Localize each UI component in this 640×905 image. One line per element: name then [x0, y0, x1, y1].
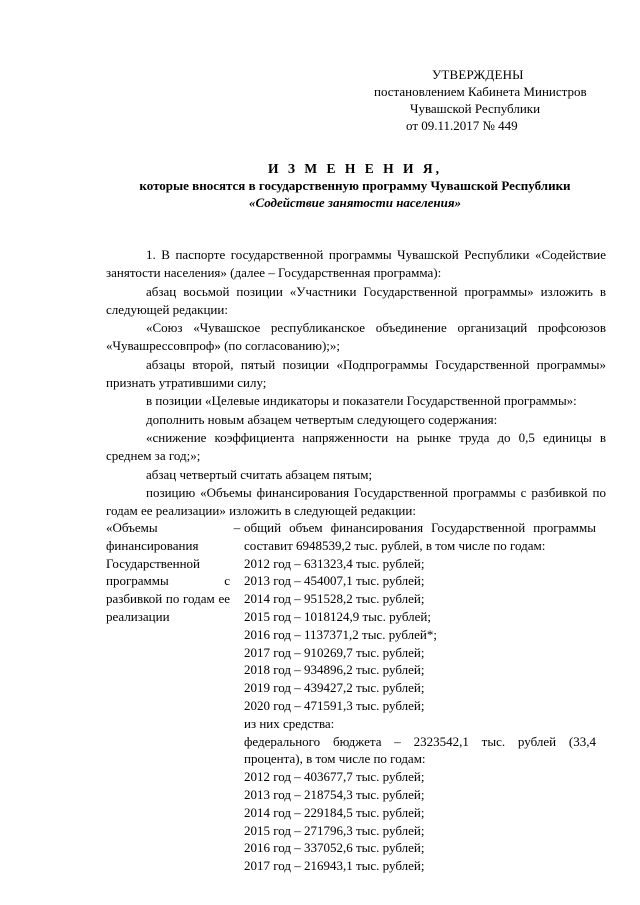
approval-republic: Чувашской Республики: [410, 101, 541, 116]
paragraph: «снижение коэффициента напряженности на рынке труда до 0,5 единицы в среднем за год;»;: [106, 429, 606, 464]
year-total-item: 2013 год – 454007,1 тыс. рублей;: [244, 573, 425, 589]
paragraph: в позиции «Целевые индикаторы и показатели Государственной программы»:: [146, 393, 577, 409]
year-total-item: 2020 год – 471591,3 тыс. рублей;: [244, 697, 425, 713]
approval-stamp: [374, 66, 624, 134]
paragraph: абзац восьмой позиции «Участники Государственной программы» изложить в следующей редакции:: [106, 283, 606, 317]
year-total-item: 2015 год – 1018124,9 тыс. рублей;: [244, 608, 431, 624]
year-total-item: 2014 год – 951528,2 тыс. рублей;: [244, 591, 425, 607]
financing-total: общий объем финансирования Государственной программы составит 6948539,2 тыс. рублей, в том числе по годам:: [244, 520, 596, 553]
title-program: «Содействие занятости населения»: [248, 195, 462, 210]
approval-issuer: постановлением Кабинета Министров: [374, 84, 587, 99]
paragraph: абзац четвертый считать абзацем пятым;: [146, 466, 373, 482]
paragraph: абзацы второй, пятый позиции «Подпрограммы Государственной программы» признать утратившими силу;: [106, 356, 606, 391]
year-federal-item: 2017 год – 216943,1 тыс. рублей;: [244, 858, 425, 874]
year-federal-item: 2013 год – 218754,3 тыс. рублей;: [244, 786, 425, 802]
financing-values: [244, 519, 596, 875]
year-total-item: 2012 год – 631323,4 тыс. рублей;: [244, 555, 425, 571]
paragraph: позицию «Объемы финансирования Государственной программы с разбивкой по годам ее реализации» изложить в следующей редакции:: [106, 484, 606, 519]
document-title: [100, 160, 610, 211]
paragraph: «Союз «Чувашское республиканское объединение организаций профсоюзов «Чувашрессовпроф» (по согласованию);»;: [106, 320, 606, 354]
document-body: [106, 246, 606, 520]
year-federal-item: 2016 год – 337052,6 тыс. рублей;: [244, 840, 425, 856]
title-heading: И З М Е Н Е Н И Я,: [267, 161, 442, 176]
approval-date-number: от 09.11.2017 № 449: [406, 118, 518, 133]
year-total-item: 2017 год – 910269,7 тыс. рублей;: [244, 644, 425, 660]
title-subtitle: которые вносятся в государственную программу Чувашской Республики: [139, 178, 571, 193]
year-federal-item: 2015 год – 271796,3 тыс. рублей;: [244, 822, 425, 838]
year-total-item: 2018 год – 934896,2 тыс. рублей;: [244, 662, 425, 678]
year-total-item: 2016 год – 1137371,2 тыс. рублей*;: [244, 626, 437, 642]
year-total-item: 2019 год – 439427,2 тыс. рублей;: [244, 680, 425, 696]
year-federal-item: 2014 год – 229184,5 тыс. рублей;: [244, 804, 425, 820]
paragraph: 1. В паспорте государственной программы Чувашской Республики «Содействие занятости населения» (далее – Государственная программа):: [106, 247, 606, 281]
federal-budget-total: федерального бюджета – 2323542,1 тыс. рублей (33,4 процента), в том числе по годам:: [244, 733, 596, 767]
year-federal-item: 2012 год – 403677,7 тыс. рублей;: [244, 769, 425, 785]
paragraph: дополнить новым абзацем четвертым следующего содержания:: [146, 411, 498, 427]
financing-label: «Объемы финансирования Государственной программы с разбивкой по годам ее реализации: [106, 520, 230, 624]
financing-dash: –: [233, 520, 241, 535]
of-which-label: из них средства:: [244, 715, 335, 731]
approval-title: УТВЕРЖДЕНЫ: [432, 67, 524, 82]
